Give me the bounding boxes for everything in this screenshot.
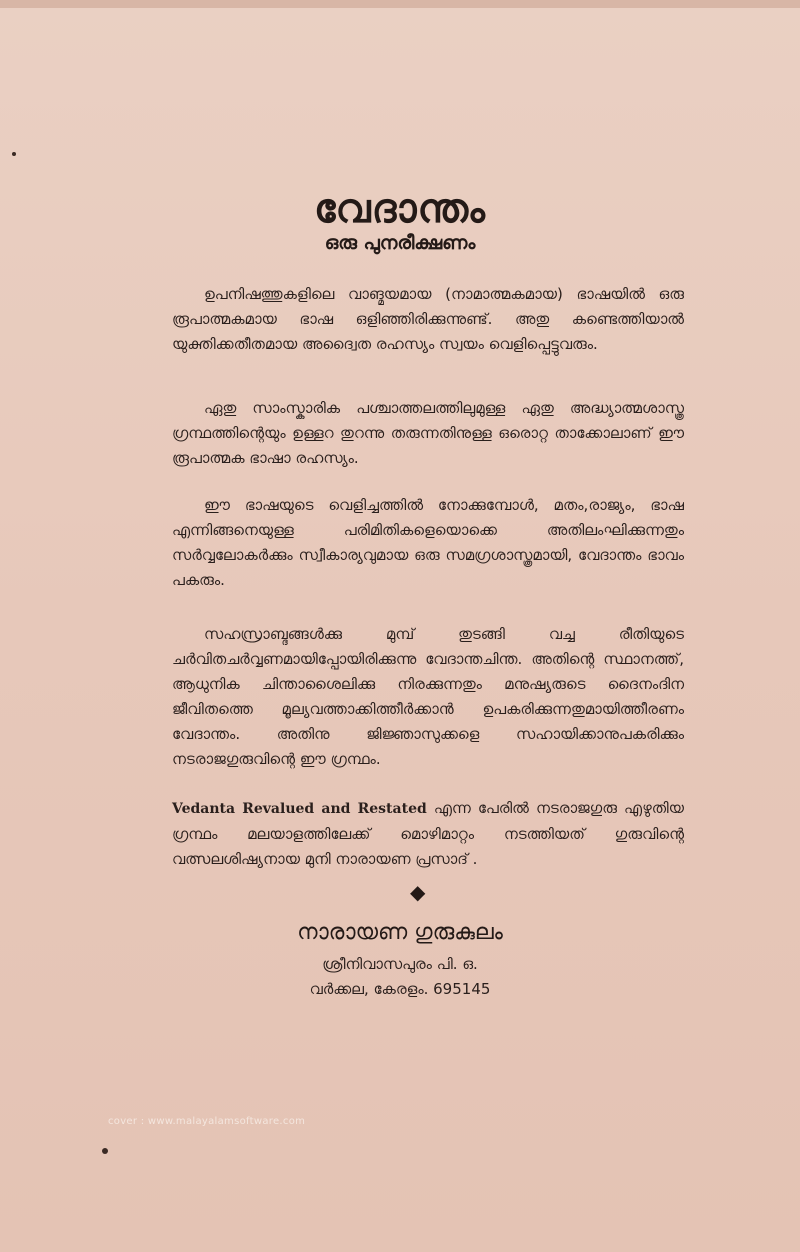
cover-credit: cover : www.malayalamsoftware.com	[108, 1116, 306, 1127]
english-book-title: Vedanta Revalued and Restated	[172, 801, 427, 817]
publisher-name: നാരായണ ഗുരുകുലം	[297, 920, 503, 945]
diamond-separator-icon: ◆	[410, 880, 426, 904]
blurb-paragraph-2: ഏതു സാംസ്കാരിക പശ്ചാത്തലത്തിലുമുള്ള ഏതു അദ്ധ്യാത്മശാസ്ത്ര ഗ്രന്ഥത്തിന്റെയും ഉള്ളറ തുറന്നു തരുന്നതിനുള്ള ഒരൊറ്റ താക്കോലാണ് ഈ രൂപാത്മക ഭാഷാ രഹസ്യം.	[172, 399, 684, 467]
book-subtitle: ഒരു പുനരീക്ഷണം	[324, 232, 476, 254]
publisher-address-line-1: ശ്രീനിവാസപുരം പി. ഒ.	[322, 955, 478, 973]
translation-note: എന്ന പേരിൽ നടരാജഗുരു എഴുതിയ ഗ്രന്ഥം മലയാളത്തിലേക്ക് മൊഴിമാറ്റം നടത്തിയത് ഗുരുവിന്റെ വത്സലശിഷ്യനായ മുനി നാരായണ പ്രസാദ് .	[172, 799, 684, 868]
blurb-paragraph-4: സഹസ്രാബ്ദങ്ങൾക്കു മുമ്പ് തുടങ്ങി വച്ച രീതിയുടെ ചർവിതചർവ്വണമായിപ്പോയിരിക്കുന്നു വേദാന്തചിന്ത. അതിന്റെ സ്ഥാനത്ത്, ആധുനിക ചിന്താശൈലിക്കു നിരക്കുന്നതും മനുഷ്യരുടെ ദൈനംദിന ജീവിതത്തെ മൂല്യവത്താക്കിത്തീർക്കാൻ ഉപകരിക്കുന്നതുമായിത്തീരണം വേദാന്തം. അതിനു ജിജ്ഞാസുക്കളെ സഹായിക്കാനുപകരിക്കും നടരാജഗുരുവിന്റെ ഈ ഗ്രന്ഥം.	[172, 625, 684, 768]
publisher-address-line-2: വർക്കല, കേരളം. 695145	[309, 980, 491, 998]
blurb-paragraph-1: ഉപനിഷത്തുകളിലെ വാങ്മയമായ (നാമാത്മകമായ) ഭാഷയിൽ ഒരു രൂപാത്മകമായ ഭാഷ ഒളിഞ്ഞിരിക്കുന്നുണ്ട്. അതു കണ്ടെത്തിയാൽ യുക്തിക്കതീതമായ അദ്വൈത രഹസ്യം സ്വയം വെളിപ്പെട്ടുവരും.	[172, 285, 684, 353]
blurb-paragraph-3: ഈ ഭാഷയുടെ വെളിച്ചത്തിൽ നോക്കുമ്പോൾ, മതം,രാജ്യം, ഭാഷ എന്നിങ്ങനെയുള്ള പരിമിതികളെയൊക്കെ അതിലംഘിക്കുന്നതും സർവ്വലോകർക്കും സ്വീകാര്യവുമായ ഒരു സമഗ്രശാസ്ത്രമായി, വേദാന്തം ഭാവം പകരും.	[172, 496, 684, 589]
blurb-paragraph-translation	[172, 796, 684, 872]
book-title: വേദാന്തം	[314, 186, 486, 232]
cover-top-edge	[0, 0, 800, 8]
speck-mark	[102, 1148, 108, 1154]
speck-mark	[12, 152, 16, 156]
